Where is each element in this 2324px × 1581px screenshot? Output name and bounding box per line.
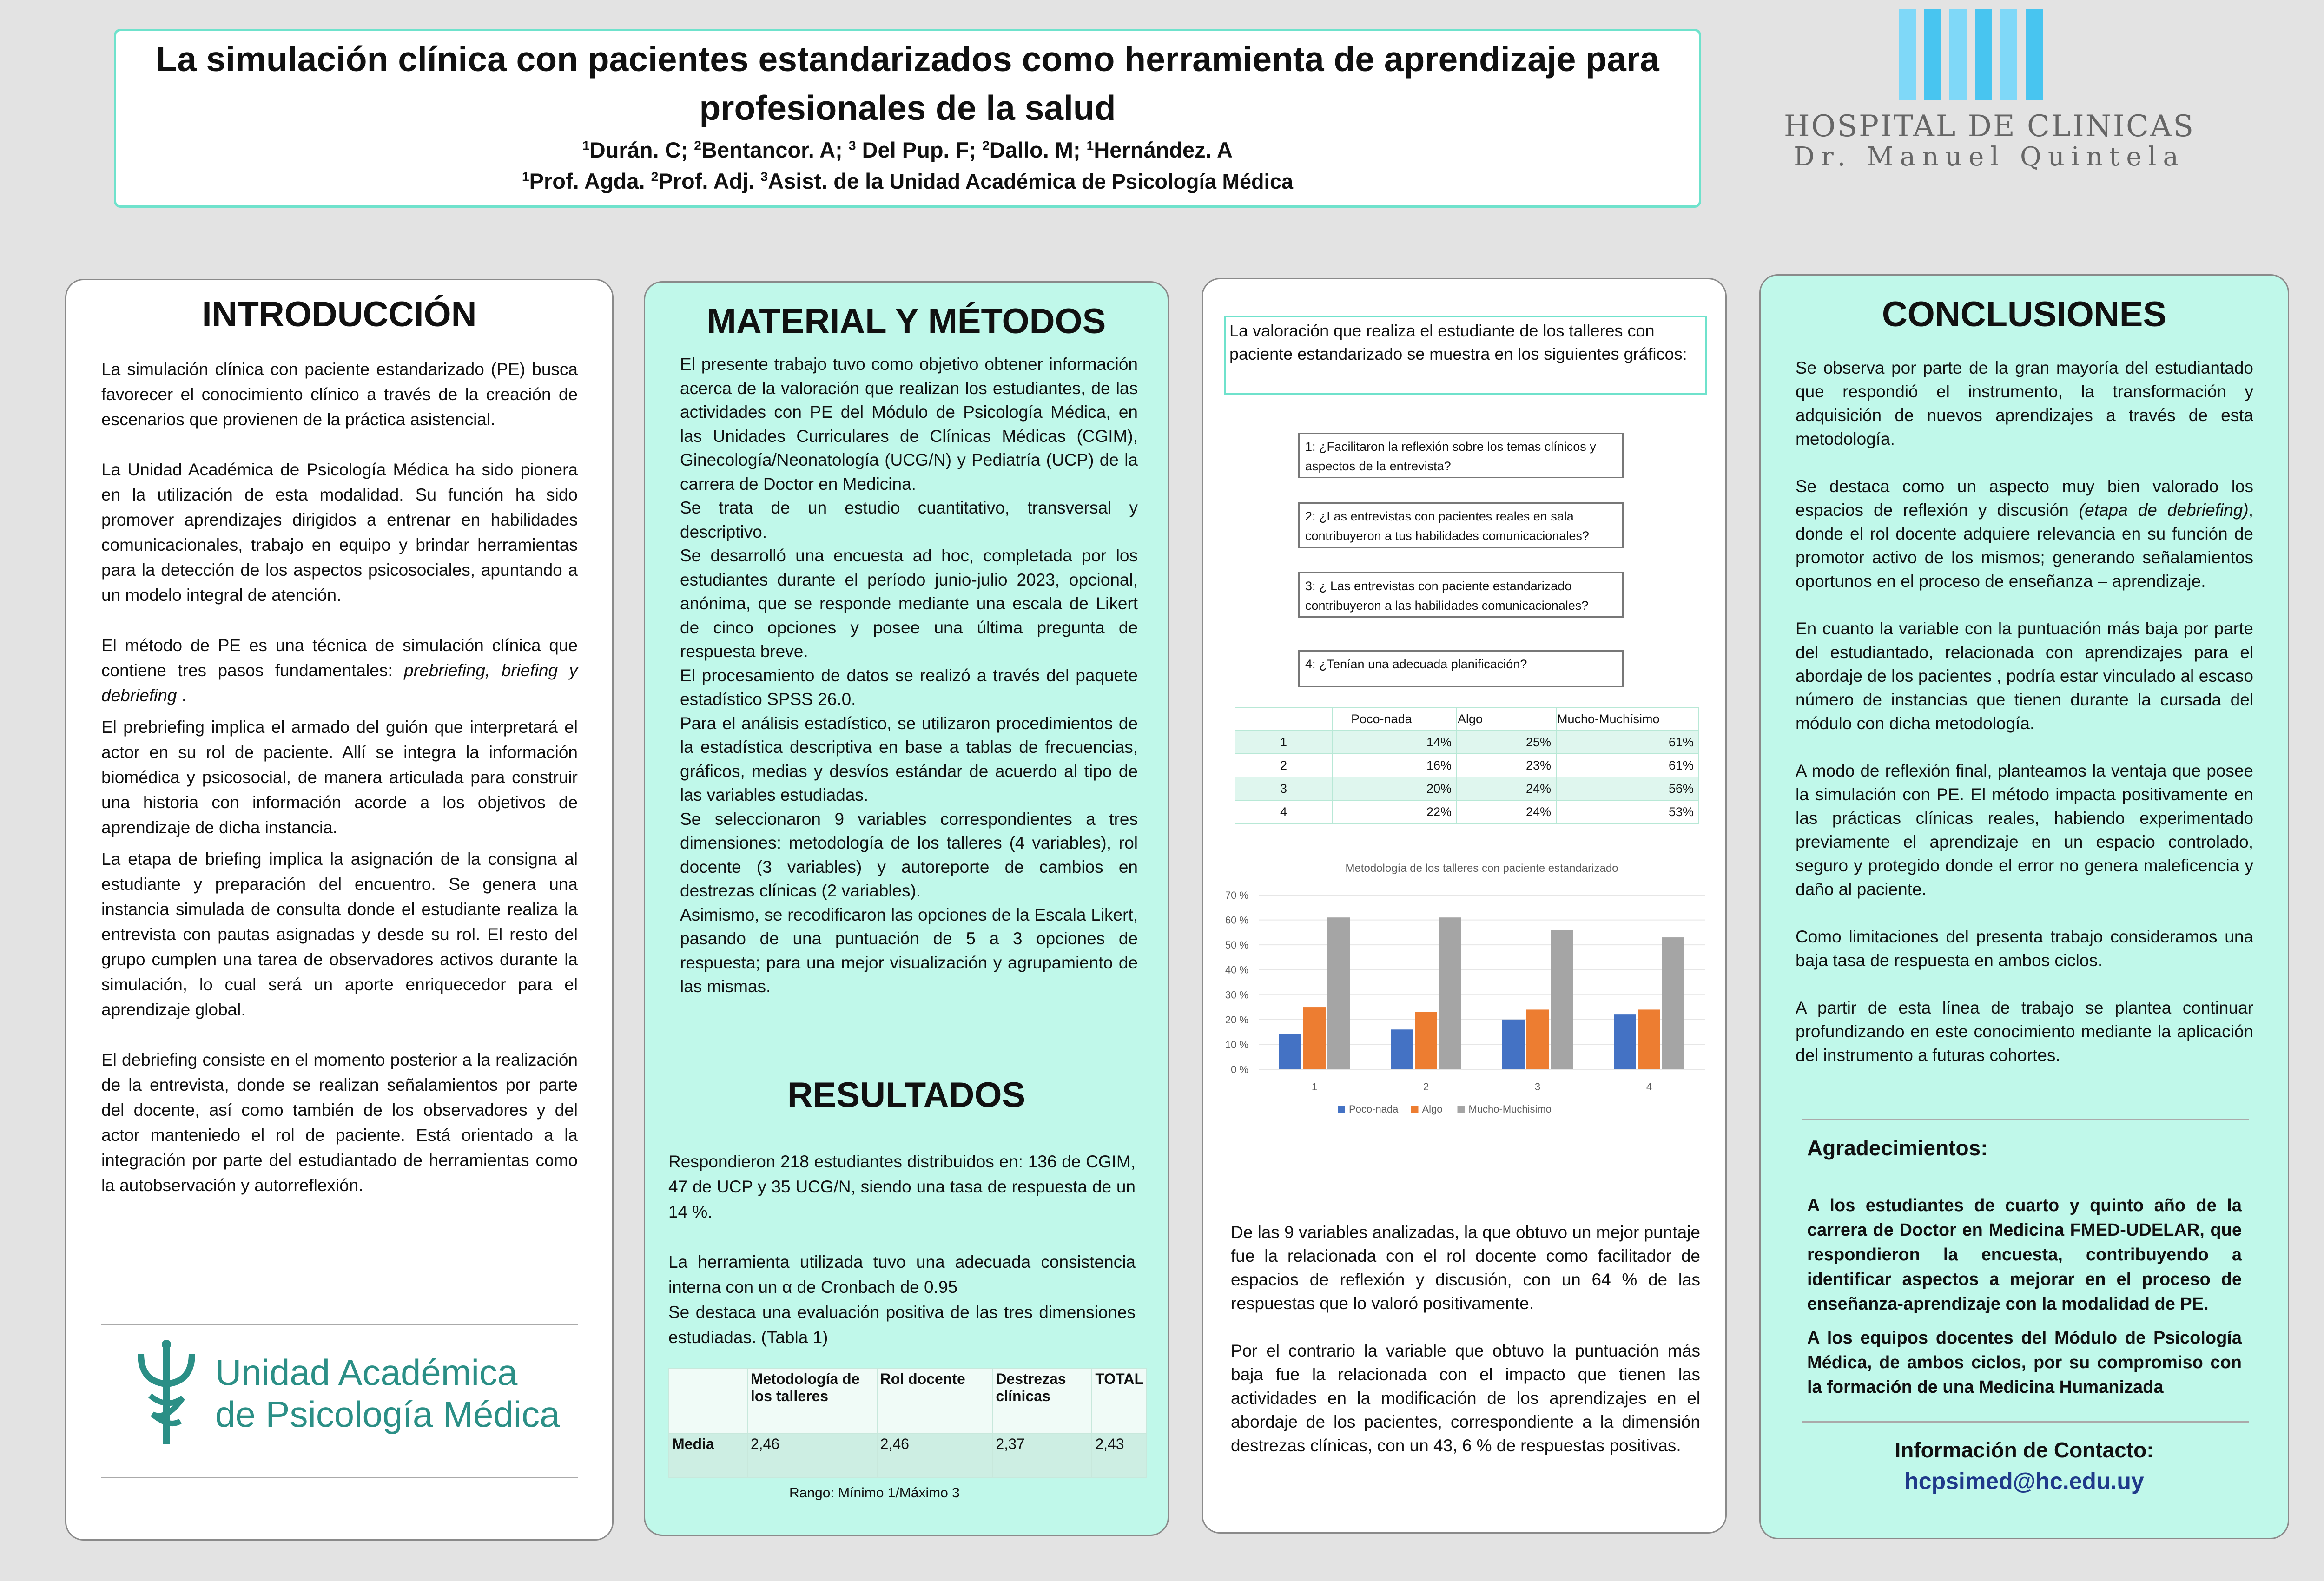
conclusions-p5: Como limitaciones del presenta trabajo consideramos una baja tasa de respuesta en ambos ciclos. [1796, 927, 2253, 970]
ack-p1: A los estudiantes de cuarto y quinto año de la carrera de Doctor en Medicina FMED-UDELAR, que respondieron la encuesta, contribuyendo a identificar aspectos a mejorar en el proceso de enseñanza-aprendizaje con la modalidad de PE. [1807, 1196, 2242, 1314]
conclusions-p2: Se destaca como un aspecto muy bien valorado los espacios de reflexión y discusión (etapa de debriefing), donde el rol docente adquiere relevancia en su función de promotor activo de los mismos; generando señalamientos oportunos en el proceso de enseñanza – aprendizaje. [1796, 477, 2253, 591]
poster-title: La simulación clínica con pacientes estandarizados como herramienta de aprendizaje para profesionales de la salud [156, 40, 1659, 127]
bar-chart [1212, 856, 1719, 1125]
bar [1439, 917, 1461, 1069]
divider [101, 1477, 578, 1478]
table1-header-cell: TOTAL [1092, 1368, 1147, 1433]
figures-intro: La valoración que realiza el estudiante de los talleres con paciente estandarizado se muestra en los siguientes gráficos: [1224, 316, 1707, 395]
bar [1551, 930, 1573, 1069]
table1-header-cell [669, 1368, 747, 1433]
table2-row: 3 20% 24% 56% [1235, 777, 1699, 800]
ack-p2: A los equipos docentes del Módulo de Psicología Médica, de ambos ciclos, por su compromiso con la formación de una Medicina Humanizada [1807, 1328, 2242, 1397]
figures-p2: Por el contrario la variable que obtuvo la puntuación más baja fue la relacionada con el impacto que tienen las actividades en la modificación de los aprendizajes en el abordaje de los pacientes, correspondiente a la dimensión destrezas clínicas, con un 43, 6 % de respuestas positivas. [1231, 1341, 1700, 1455]
figures-p1: De las 9 variables analizadas, la que obtuvo un mejor puntaje fue la relacionada con el rol docente como facilitador de espacios de reflexión y discusión, con un 64 % de las respuestas que lo valoró positivamente. [1231, 1223, 1700, 1313]
bar [1638, 1009, 1660, 1069]
table2-header-cell [1235, 707, 1332, 731]
intro-panel [65, 279, 614, 1541]
unit-logo-line1: Unidad Académica [215, 1352, 518, 1393]
table1-cell: 2,43 [1092, 1433, 1147, 1477]
legend-label: Algo [1422, 1103, 1443, 1115]
hospital-subname: Dr. Manuel Quintela [1794, 142, 2185, 172]
legend-label: Mucho-Muchisimo [1468, 1103, 1552, 1115]
table1-cell: 2,37 [992, 1433, 1092, 1477]
table2-header-cell: Mucho-Muchísimo [1556, 707, 1699, 731]
bar [1391, 1029, 1413, 1069]
table1-row-label: Media [669, 1433, 747, 1477]
intro-p3: El método de PE es una técnica de simulación clínica que contiene tres pasos fundamentales: prebriefing, briefing y debriefing . [101, 636, 578, 705]
methods-p6: Se seleccionaron 9 variables correspondientes a tres dimensiones: metodología de los talleres (4 variables), rol docente (3 variables) y autoreporte de cambios en destrezas clínicas (2 variables). [680, 809, 1138, 900]
legend-swatch [1338, 1106, 1345, 1113]
legend-swatch [1411, 1106, 1419, 1113]
y-tick-label: 70 % [1225, 889, 1248, 901]
divider [101, 1324, 578, 1325]
table1-note: Rango: Mínimo 1/Máximo 3 [789, 1485, 960, 1501]
bar [1327, 917, 1350, 1069]
ack-heading: Agradecimientos: [1807, 1136, 1988, 1160]
y-tick-label: 20 % [1225, 1014, 1248, 1026]
table2-row: 1 14% 25% 61% [1235, 731, 1699, 754]
bar [1303, 1007, 1326, 1069]
table2-header-cell: Algo [1457, 707, 1556, 731]
conclusions-p6: A partir de esta línea de trabajo se plantea continuar profundizando en este conocimiento mediante la aplicación del instrumento a futuras cohortes. [1796, 998, 2253, 1065]
y-tick-label: 50 % [1225, 939, 1248, 951]
hospital-logo-icon [1899, 9, 2043, 100]
table2-header-cell: Poco-nada [1332, 707, 1457, 731]
y-tick-label: 40 % [1225, 964, 1248, 976]
hospital-logo [1757, 9, 2222, 170]
methods-p2: Se trata de un estudio cuantitativo, transversal y descriptivo. [680, 498, 1138, 541]
intro-p2: La Unidad Académica de Psicología Médica ha sido pionera en la utilización de esta modalidad. Su función ha sido promover aprendizajes dirigidos a entrenar en habilidades comunicacionales, trabajo en equipo y brindar herramientas para la detección de los aspectos psicosociales, apuntando a un modelo integral de atención. [101, 460, 578, 605]
methods-p1: El presente trabajo tuvo como objetivo obtener información acerca de la valoración que realizan los estudiantes, de las actividades con PE del Módulo de Psicología Médica, en las Unidades Curriculares de Clínicas Médicas (CGIM), Ginecología/Neonatología (UCG/N) y Pediatría (UCP) de la carrera de Doctor en Medicina. [680, 355, 1138, 494]
unit-logo-line2: de Psicología Médica [215, 1394, 560, 1435]
question-box: 1: ¿Facilitaron la reflexión sobre los temas clínicos y aspectos de la entrevista? [1298, 433, 1624, 478]
intro-p5: La etapa de briefing implica la asignación de la consigna al estudiante y preparación del encuentro. Se genera una instancia simulada de consulta donde el estudiante realiza la entrevista con pautas asignadas y desde su rol. El resto del grupo cumplen una tarea de observadores activos durante la simulación, lo cual será un aporte enriquecedor para el aprendizaje global. [101, 850, 578, 1019]
contact-email[interactable]: hcpsimed@hc.edu.uy [1904, 1468, 2144, 1494]
methods-p5: Para el análisis estadístico, se utilizaron procedimientos de la estadística descriptiva en base a tablas de frecuencias, gráficos, medias y desvíos estándar de acuerdo al tipo de las variables estudiadas. [680, 713, 1138, 804]
divider [1802, 1119, 2249, 1120]
legend-label: Poco-nada [1349, 1103, 1399, 1115]
conclusions-p3: En cuanto la variable con la puntuación más baja por parte del estudiantado, relacionada con aprendizajes para el abordaje de los pacientes , podría estar vinculado al escaso número de instancias que tienen durante la cursada del módulo con dicha metodología. [1796, 619, 2253, 733]
table1-cell: 2,46 [877, 1433, 993, 1477]
methods-panel [644, 281, 1169, 1536]
results-text [668, 1149, 1136, 1350]
caduceus-icon [132, 1340, 201, 1447]
methods-p7: Asimismo, se recodificaron las opciones de la Escala Likert, pasando de una puntuación de 5 a 3 opciones de respuesta; para una mejor visualización y agrupamiento de las mismas. [680, 905, 1138, 996]
table1-header-cell: Rol docente [877, 1368, 993, 1433]
results-p3: Se destaca una evaluación positiva de las tres dimensiones estudiadas. (Tabla 1) [668, 1303, 1136, 1347]
bar [1526, 1009, 1549, 1069]
x-tick-label: 1 [1311, 1081, 1318, 1093]
intro-heading: INTRODUCCIÓN [202, 295, 477, 334]
x-tick-label: 3 [1534, 1081, 1541, 1093]
y-tick-label: 0 % [1231, 1064, 1248, 1075]
question-box: 4: ¿Tenían una adecuada planificación? [1298, 650, 1624, 687]
conclusions-panel [1759, 274, 2289, 1539]
contact-heading: Información de Contacto: [1895, 1438, 2154, 1462]
x-tick-label: 4 [1646, 1081, 1652, 1093]
methods-p4: El procesamiento de datos se realizó a través del paquete estadístico SPSS 26.0. [680, 665, 1138, 709]
y-tick-label: 60 % [1225, 914, 1248, 926]
table1-cell: 2,46 [747, 1433, 877, 1477]
bar [1415, 1012, 1437, 1069]
results-p1: Respondieron 218 estudiantes distribuidos en: 136 de CGIM, 47 de UCP y 35 UCG/N, siendo una tasa de respuesta de un 14 %. [668, 1152, 1136, 1221]
conclusions-p4: A modo de reflexión final, planteamos la ventaja que posee la simulación con PE. El método impacta positivamente en las prácticas clínicas reales, habiendo experimentado previamente el aprendizaje en un espacio controlado, seguro y protegido donde el error no genera maleficencia y daño al paciente. [1796, 761, 2253, 899]
authors-line: $^1$Durán. C; $^2$Bentancor. A; $^3$ Del Pup. F; $^2$Dallo. M; $^1$Hernández. A [582, 138, 1233, 162]
conclusions-text [1796, 356, 2253, 1067]
divider [1802, 1421, 2249, 1423]
y-tick-label: 10 % [1225, 1039, 1248, 1051]
bar [1279, 1034, 1301, 1069]
question-box: 2: ¿Las entrevistas con pacientes reales en sala contribuyeron a tus habilidades comunicacionales? [1298, 502, 1624, 548]
chart-title: Metodología de los talleres con paciente estandarizado [1345, 862, 1618, 875]
legend-swatch [1458, 1106, 1465, 1113]
x-tick-label: 2 [1423, 1081, 1429, 1093]
results-heading: RESULTADOS [787, 1075, 1026, 1115]
affiliations-line: $^1$Prof. Agda. $^2$Prof. Adj. $^3$Asist. de la Unidad Académica de Psicología Médica [522, 169, 1294, 193]
intro-p6: El debriefing consiste en el momento posterior a la realización de la entrevista, donde se realizan señalamientos por parte del docente, así como también de los observadores y del actor manteniedo el rol de paciente. Está orientado a la integración por parte del estudiantado de herramientas como la autobservación y autorreflexión. [101, 1050, 578, 1195]
y-tick-label: 30 % [1225, 989, 1248, 1001]
intro-p4: El prebriefing implica el armado del guión que interpretará el actor en su rol de paciente. Allí se integra la información biomédica y psicosocial, de manera articulada para construir una historia con información acorde a los objetivos de aprendizaje de dicha instancia. [101, 718, 578, 837]
question-box: 3: ¿ Las entrevistas con paciente estandarizado contribuyeron a las habilidades comunicacionales? [1298, 572, 1624, 618]
methods-text [680, 352, 1138, 999]
bar [1662, 937, 1684, 1069]
table1-header-cell: Metodología de los talleres [747, 1368, 877, 1433]
figures-panel [1202, 278, 1727, 1534]
results-p2: La herramienta utilizada tuvo una adecuada consistencia interna con un α de Cronbach de 0.95 [668, 1252, 1136, 1297]
table1-header-cell: Destrezas clínicas [992, 1368, 1092, 1433]
unit-logo [132, 1340, 560, 1447]
table2-row: 4 22% 24% 53% [1235, 800, 1699, 823]
figures-text [1231, 1220, 1700, 1457]
intro-p1: La simulación clínica con paciente estandarizado (PE) busca favorecer el conocimiento clínico a través de la creación de escenarios que provienen de la práctica asistencial. [101, 360, 578, 429]
table1 [668, 1368, 1147, 1478]
bar [1614, 1014, 1636, 1069]
bar [1502, 1020, 1525, 1069]
methods-p3: Se desarrolló una encuesta ad hoc, completada por los estudiantes durante el período junio-julio 2023, opcional, anónima, que se responde mediante una escala de Likert de cinco opciones y posee una última pregunta de respuesta breve. [680, 546, 1138, 661]
intro-text [101, 357, 578, 1198]
methods-heading: MATERIAL Y MÉTODOS [706, 302, 1106, 341]
table2 [1235, 707, 1699, 824]
title-box [114, 29, 1701, 208]
conclusions-heading: CONCLUSIONES [1882, 295, 2167, 334]
table2-row: 2 16% 23% 61% [1235, 754, 1699, 777]
hospital-name: HOSPITAL DE CLINICAS [1783, 109, 2195, 144]
conclusions-p1: Se observa por parte de la gran mayoría del estudiantado que respondió el instrumento, la transformación y adquisición de nuevos aprendizajes a través de esta metodología. [1796, 358, 2253, 448]
